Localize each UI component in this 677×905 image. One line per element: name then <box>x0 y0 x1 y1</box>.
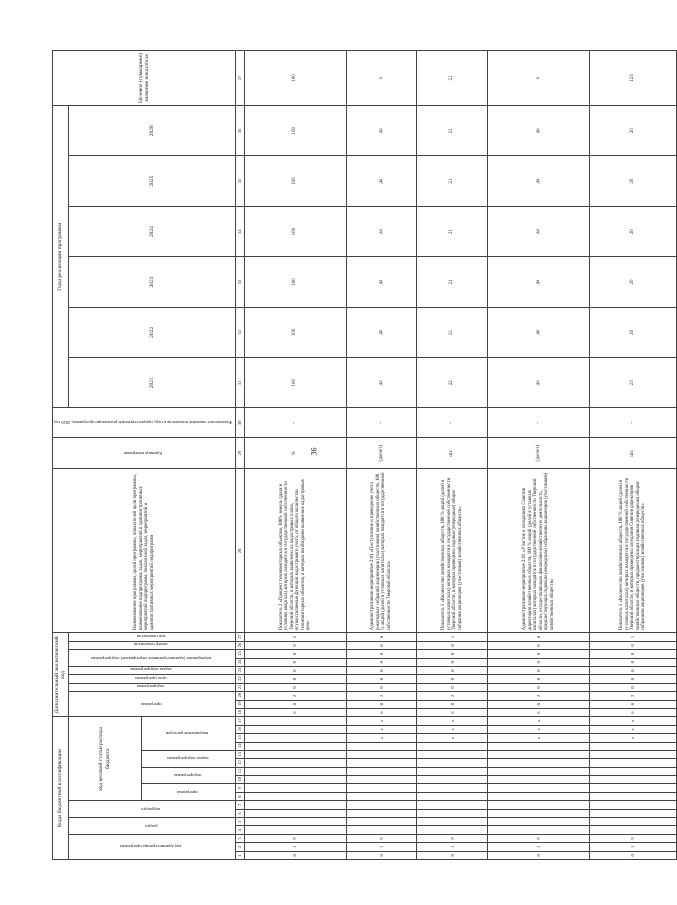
code-cell: 6 <box>590 708 676 716</box>
goal-header <box>68 675 236 683</box>
code-cell <box>590 826 676 834</box>
code-cell <box>346 809 417 817</box>
column-number: 35 <box>236 156 244 206</box>
code-cell: 0 <box>417 683 488 691</box>
goal-header-label: цель программы <box>135 675 167 681</box>
target-item-header: код целевой статьи расхода бюджета <box>68 717 141 801</box>
column-number: 7 <box>236 801 244 809</box>
code-cell: 1 <box>417 843 488 851</box>
row-year-value: 23 <box>590 358 676 408</box>
code-cell: 0 <box>417 658 488 666</box>
code-cell <box>590 776 676 784</box>
row-year-value: 21 <box>417 156 488 206</box>
section-header-label: раздел <box>144 823 158 829</box>
code-cell <box>590 784 676 792</box>
code-cell <box>488 776 590 784</box>
row-year-value: 20 <box>590 106 676 156</box>
column-number: 32 <box>236 307 244 357</box>
code-cell: x <box>488 725 590 733</box>
row-year-value: да <box>346 358 417 408</box>
row-unit: (да/нет) <box>488 437 590 469</box>
code-cell <box>417 750 488 758</box>
base-year-header <box>53 408 236 437</box>
code-cell <box>244 742 346 750</box>
row-year-value: 100 <box>244 307 346 357</box>
code-cell <box>244 767 346 775</box>
column-number-row <box>236 51 244 860</box>
code-cell <box>417 776 488 784</box>
column-number: 9 <box>236 784 244 792</box>
indicator-type-header-label: тип показателя <box>136 633 166 639</box>
code-cell <box>346 801 417 809</box>
row-unit: % <box>244 437 346 469</box>
column-number: 12 <box>236 759 244 767</box>
code-cell: 0 <box>346 666 417 674</box>
code-cell: 2 <box>488 692 590 700</box>
code-cell <box>488 767 590 775</box>
code-cell: 9 <box>590 834 676 842</box>
code-cell: 0 <box>590 683 676 691</box>
code-cell: 0 <box>346 683 417 691</box>
row-name: Показатель 1 «Количество хозяйственных обществ, 100 % акций (долей в уставных капиталах) которых находятся в государственной собственности Тверской области, в которых проведены годовые (очередные) общие собрания акционеров (участников) хозяйственных обществ» <box>417 469 488 633</box>
code-cell <box>488 750 590 758</box>
code-cell <box>417 759 488 767</box>
code-cell: 1 <box>488 843 590 851</box>
year-header-2025: 2025 <box>68 156 236 206</box>
code-cell: 0 <box>488 658 590 666</box>
column-number: 2 <box>236 843 244 851</box>
code-cell: 0 <box>590 641 676 649</box>
row-unit: (да/нет) <box>346 437 417 469</box>
code-cell: x <box>590 725 676 733</box>
code-cell <box>346 750 417 758</box>
column-number: 18 <box>236 708 244 716</box>
code-cell <box>590 801 676 809</box>
code-cell: 0 <box>244 683 346 691</box>
table-row <box>244 51 346 860</box>
subprogram2-header <box>68 683 236 691</box>
row-base-value: - <box>488 408 590 437</box>
code-cell: 0 <box>244 666 346 674</box>
code-cell <box>488 801 590 809</box>
code-cell: 2 <box>244 633 346 642</box>
unit-header <box>53 437 236 469</box>
event-header-label: направление расходов <box>166 731 209 737</box>
row-year-value: 20 <box>590 257 676 307</box>
task-header-label: задача подпрограммы <box>166 756 209 762</box>
subsection-header-label: подраздел <box>141 806 161 812</box>
row-base-value: - <box>590 408 676 437</box>
code-cell: x <box>346 725 417 733</box>
code-cell <box>244 801 346 809</box>
code-cell <box>417 809 488 817</box>
row-year-value: да <box>346 307 417 357</box>
code-cell: 8 <box>346 700 417 708</box>
code-cell <box>244 750 346 758</box>
table-row <box>417 51 488 860</box>
column-number: 27 <box>236 633 244 642</box>
row-year-value: 21 <box>417 257 488 307</box>
row-year-value: 21 <box>417 106 488 156</box>
row-base-value: - <box>417 408 488 437</box>
column-number: 33 <box>236 257 244 307</box>
row-year-value: 100 <box>244 257 346 307</box>
row-year-value: да <box>488 257 590 307</box>
code-cell <box>590 809 676 817</box>
code-cell <box>417 818 488 826</box>
row-year-value: да <box>488 156 590 206</box>
year-header-2023: 2023 <box>68 257 236 307</box>
column-number: 4 <box>236 826 244 834</box>
code-cell: x <box>346 734 417 742</box>
code-cell: 8 <box>417 700 488 708</box>
indicator-type-header <box>68 633 236 642</box>
code-cell: 0 <box>590 658 676 666</box>
subprogram-header-label: подпрограмма <box>173 773 202 779</box>
code-cell <box>244 826 346 834</box>
code-cell <box>488 818 590 826</box>
code-cell <box>417 801 488 809</box>
code-cell <box>590 742 676 750</box>
code-cell: 0 <box>417 675 488 683</box>
code-cell: 0 <box>244 641 346 649</box>
code-cell: 6 <box>244 708 346 716</box>
code-cell: 0 <box>417 641 488 649</box>
program-indicators-table <box>52 50 677 860</box>
code-cell: 2 <box>417 692 488 700</box>
name-header: Наименование программы, целей программы, показателей цели программы, наименование подпрограмм, задач, мероприятий и административных мероприятий подпрограмм, показателей задач, мероприятий и административных мероприятий подпрограмм <box>53 469 236 633</box>
row-year-value: да <box>346 106 417 156</box>
table-row <box>590 51 676 860</box>
column-number: 30 <box>236 408 244 437</box>
code-cell: x <box>417 734 488 742</box>
code-cell: 8 <box>590 700 676 708</box>
base-year-header-label: Фактическое значение показателя в году, предшествующем реализации программы, 2020 год <box>54 420 233 426</box>
code-cell <box>590 750 676 758</box>
years-header: Годы реализации программы <box>53 106 69 408</box>
code-cell <box>346 759 417 767</box>
admin-code-header <box>68 834 236 859</box>
code-cell <box>417 767 488 775</box>
column-number: 13 <box>236 750 244 758</box>
code-cell: 1 <box>346 843 417 851</box>
event-prog-header <box>68 650 236 667</box>
program-header-label: программа <box>177 789 198 795</box>
event-prog-header-label: мероприятие (административное мероприятие) подпрограммы <box>90 655 212 661</box>
column-number: 15 <box>236 734 244 742</box>
code-cell: 0 <box>590 666 676 674</box>
code-cell: 0 <box>417 851 488 859</box>
code-cell: 6 <box>417 708 488 716</box>
code-cell: 0 <box>590 675 676 683</box>
code-cell <box>346 826 417 834</box>
code-cell <box>244 717 346 725</box>
rotated-table-stage <box>52 50 647 860</box>
code-cell <box>590 818 676 826</box>
code-cell: 0 <box>244 851 346 859</box>
row-target-value: x <box>488 51 590 106</box>
code-cell: 9 <box>346 834 417 842</box>
row-unit: шт. <box>590 437 676 469</box>
code-cell: x <box>417 717 488 725</box>
code-cell <box>488 742 590 750</box>
row-name: Административное мероприятие 2.02 «Участие в заседаниях Советов директоров хозяйственных обществ, 100 % акций (долей в уставных капиталах) которых находятся в государственной собственности Тверской области, осуществляющих финансово-хозяйственную деятельность, предшествующих годовым (очередным) собраниям акционеров (участников) хозяйственных обществ» <box>488 469 590 633</box>
code-cell: 2 <box>244 692 346 700</box>
row-year-value: да <box>346 206 417 256</box>
code-cell: 0 <box>590 851 676 859</box>
row-base-value: - <box>346 408 417 437</box>
code-cell <box>590 767 676 775</box>
code-cell <box>590 792 676 800</box>
column-number: 31 <box>236 358 244 408</box>
code-cell <box>488 784 590 792</box>
row-target-value: 100 <box>244 51 346 106</box>
code-cell: 9 <box>488 834 590 842</box>
code-cell: 0 <box>346 658 417 666</box>
code-cell: 0 <box>346 675 417 683</box>
code-cell <box>244 784 346 792</box>
page-number: 36 <box>309 447 319 456</box>
code-cell <box>346 776 417 784</box>
subprogram-header <box>141 767 236 784</box>
column-number: 17 <box>236 717 244 725</box>
admin-code-header-label: код администратора программы <box>120 844 182 850</box>
code-cell <box>488 809 590 817</box>
column-number: 6 <box>236 809 244 817</box>
code-cell: 0 <box>488 666 590 674</box>
row-year-value: 100 <box>244 156 346 206</box>
code-cell: 2 <box>346 692 417 700</box>
year-header-2024: 2024 <box>68 206 236 256</box>
code-cell: 0 <box>488 675 590 683</box>
code-cell: 8 <box>346 633 417 642</box>
code-cell <box>346 792 417 800</box>
column-number: 19 <box>236 700 244 708</box>
row-year-value: 21 <box>417 307 488 357</box>
row-base-value: - <box>244 408 346 437</box>
code-cell <box>346 784 417 792</box>
row-year-value: да <box>346 257 417 307</box>
row-year-value: 100 <box>244 358 346 408</box>
code-cell: 0 <box>488 683 590 691</box>
code-cell <box>244 792 346 800</box>
row-unit: шт. <box>417 437 488 469</box>
code-cell: 1 <box>590 633 676 642</box>
column-number: 5 <box>236 818 244 826</box>
code-cell <box>346 742 417 750</box>
code-cell: 0 <box>590 650 676 658</box>
code-cell: 0 <box>244 675 346 683</box>
row-year-value: 21 <box>417 206 488 256</box>
code-cell <box>244 809 346 817</box>
code-cell: 1 <box>590 843 676 851</box>
code-cell: 2 <box>590 692 676 700</box>
indicator-no-header-label: номер показателя <box>134 642 168 648</box>
code-cell: 0 <box>244 650 346 658</box>
row-year-value: да <box>488 106 590 156</box>
year-header-2026: 2026 <box>68 106 236 156</box>
column-number: 26 <box>236 641 244 649</box>
code-cell: 8 <box>244 700 346 708</box>
code-cell: 8 <box>488 633 590 642</box>
row-year-value: да <box>488 307 590 357</box>
code-cell: 0 <box>346 851 417 859</box>
column-number: 8 <box>236 792 244 800</box>
code-cell: 0 <box>346 641 417 649</box>
code-cell <box>244 818 346 826</box>
program2-header <box>68 692 236 717</box>
code-cell: 9 <box>244 834 346 842</box>
column-number: 16 <box>236 725 244 733</box>
table-row <box>346 51 417 860</box>
unit-header-label: Единица измерения <box>124 450 162 456</box>
column-number: 29 <box>236 437 244 469</box>
code-cell <box>488 759 590 767</box>
code-cell <box>244 725 346 733</box>
row-year-value: 100 <box>244 206 346 256</box>
code-cell: 1 <box>244 843 346 851</box>
column-number: 24 <box>236 658 244 666</box>
code-cell <box>417 826 488 834</box>
code-cell <box>488 792 590 800</box>
column-number: 11 <box>236 767 244 775</box>
code-cell <box>244 734 346 742</box>
column-number: 28 <box>236 469 244 633</box>
column-number: 34 <box>236 206 244 256</box>
budget-codes-header: Коды бюджетной классификации <box>53 717 69 860</box>
code-cell: 0 <box>488 851 590 859</box>
year-header-2022: 2022 <box>68 307 236 357</box>
code-cell: x <box>488 734 590 742</box>
event-header <box>141 717 236 751</box>
code-cell: 0 <box>417 650 488 658</box>
column-number: 21 <box>236 683 244 691</box>
row-year-value: да <box>488 358 590 408</box>
code-cell <box>244 776 346 784</box>
row-year-value: 22 <box>417 358 488 408</box>
program-header <box>141 784 236 801</box>
code-cell: x <box>417 725 488 733</box>
code-cell: 6 <box>346 708 417 716</box>
code-cell: 9 <box>417 834 488 842</box>
row-name: Показатель 2 «Процент техинвентарных объектов, 100% земель (доля в условиях квартала) которых находятся в государственной собственности Тверской области, в которых выявлены на кадастровых плана, осуществляемые функции кадастрового учета, от общего количества техинвентарных объектов, в которых необходимо выявление кадастровых цен» <box>244 469 346 633</box>
column-number: 14 <box>236 742 244 750</box>
code-cell: x <box>590 734 676 742</box>
column-number: 1 <box>236 851 244 859</box>
row-year-value: 20 <box>590 156 676 206</box>
row-year-value: 20 <box>590 307 676 357</box>
row-year-value: 20 <box>590 206 676 256</box>
code-cell: x <box>346 717 417 725</box>
column-number: 3 <box>236 834 244 842</box>
code-cell: 1 <box>417 633 488 642</box>
code-cell: x <box>590 717 676 725</box>
column-number: 23 <box>236 666 244 674</box>
column-number: 10 <box>236 776 244 784</box>
code-cell <box>488 826 590 834</box>
row-year-value: 100 <box>244 106 346 156</box>
code-cell: 0 <box>417 666 488 674</box>
column-number: 37 <box>236 51 244 106</box>
subprogram2-header-label: подпрограмма <box>137 684 165 690</box>
code-cell <box>417 742 488 750</box>
section-header <box>68 818 236 835</box>
column-number: 25 <box>236 650 244 658</box>
table-row <box>488 51 590 860</box>
task-header <box>141 750 236 767</box>
column-number: 20 <box>236 692 244 700</box>
code-cell <box>417 792 488 800</box>
code-cell: 0 <box>346 650 417 658</box>
code-cell <box>346 767 417 775</box>
code-cell <box>417 784 488 792</box>
code-cell: 0 <box>488 641 590 649</box>
subsection-header <box>68 801 236 818</box>
extra-code-header: Дополнительный аналитический код <box>53 633 69 717</box>
code-cell <box>590 759 676 767</box>
code-cell <box>244 759 346 767</box>
task-prog-header-label: задача подпрограммы <box>129 667 172 673</box>
row-name: Административное мероприятие 2.01 «Поступление и проведение учета (ежегодных собраний акционеров (участников) хозяйственных обществ, 100 % акций (долей в уставных капиталах) которых находятся в государственной собственности Тверской области» <box>346 469 417 633</box>
row-target-value: x <box>346 51 417 106</box>
code-cell: 6 <box>488 708 590 716</box>
column-number: 22 <box>236 675 244 683</box>
row-target-value: 123 <box>590 51 676 106</box>
header-row-1 <box>53 51 69 860</box>
row-year-value: да <box>346 156 417 206</box>
column-number: 36 <box>236 106 244 156</box>
code-cell: x <box>488 717 590 725</box>
code-cell <box>346 818 417 826</box>
year-header-2021: 2021 <box>68 358 236 408</box>
program2-header-label: программа <box>140 701 162 707</box>
code-cell: 0 <box>244 658 346 666</box>
row-year-value: да <box>488 206 590 256</box>
task-prog-header <box>68 666 236 674</box>
code-cell: 8 <box>488 700 590 708</box>
code-cell: 0 <box>488 650 590 658</box>
target-header: Целевое (суммарное) значение показателя <box>53 51 236 106</box>
row-name: Показатель 1 «Количество хозяйственных обществ, 100 % акций (долей в уставных капиталах) которых находятся в государственной собственности Тверской области, в которых проведены заседания Советов директоров хозяйственных обществ, предшествующих годовым (очередным) общим собраниям акционеров (участников) хозяйственных обществ» <box>590 469 676 633</box>
indicator-no-header <box>68 641 236 649</box>
row-target-value: 21 <box>417 51 488 106</box>
